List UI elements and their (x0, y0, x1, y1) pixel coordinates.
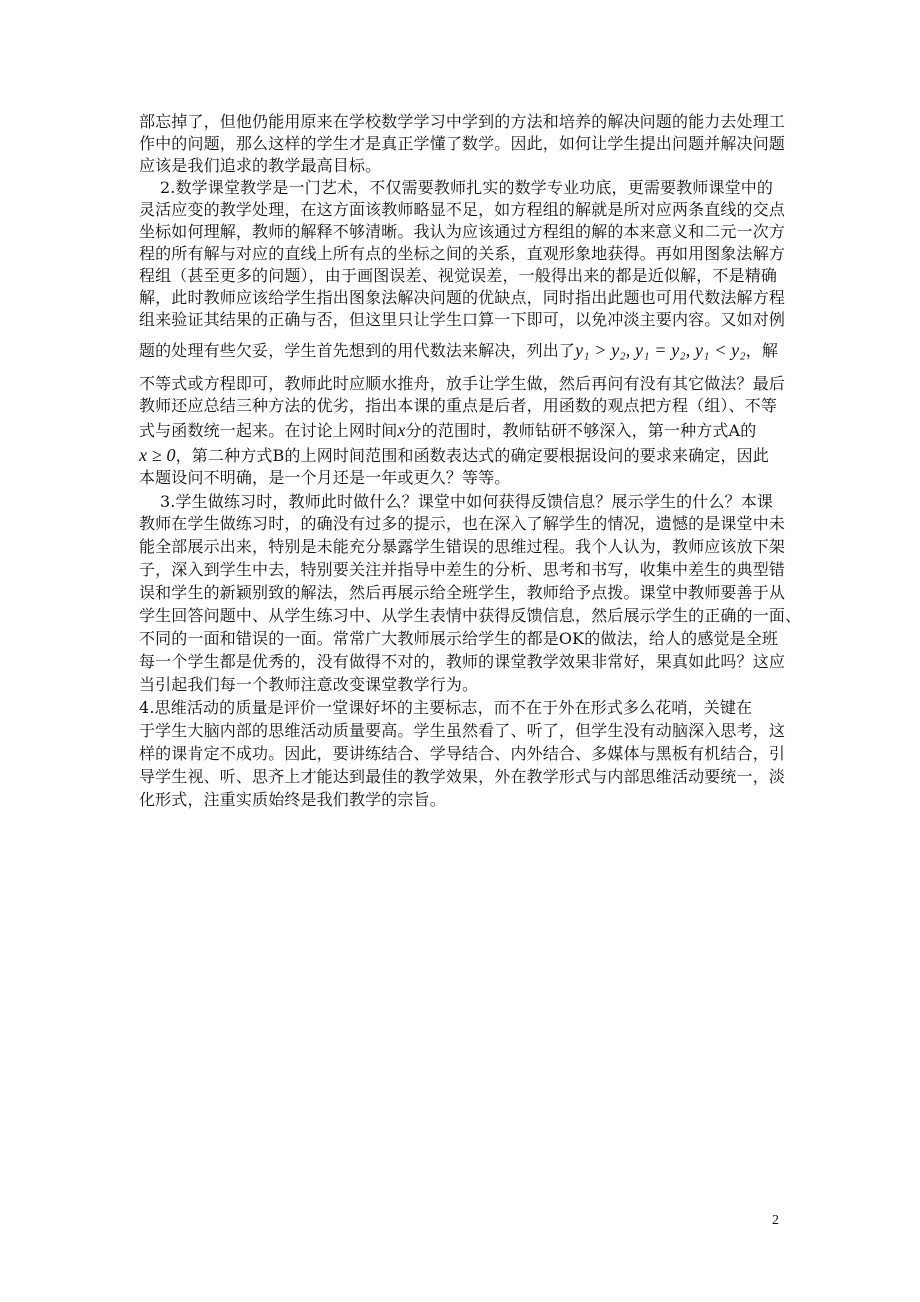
inequality-formula: y₁ > y₂, y₁ = y₂, y₁ < y₂ (575, 340, 746, 360)
text-line: 坐标如何理解，教师的解释不够清晰。我认为应该通过方程组的解的本来意义和二元一次方 (139, 222, 786, 241)
text-line: 化形式，注重实质始终是我们教学的宗旨。 (139, 790, 446, 809)
text-line: 子，深入到学生中去，特别要关注并指导中差生的分析、思考和书写，收集中差生的典型错 (139, 560, 786, 579)
text-line: 学生回答问题中、从学生练习中、从学生表情中获得反馈信息，然后展示学生的正确的一面、 (139, 606, 802, 625)
x-nonnegative-formula: x ≥ 0 (139, 445, 176, 465)
text-line: 部忘掉了，但他仍能用原来在学校数学学习中学到的方法和培养的解决问题的能力去处理工 (139, 112, 786, 131)
text-line: 误和学生的新颖别致的解法，然后再展示给全班学生，教师给予点拨。课堂中教师要善于从 (139, 583, 786, 602)
text-line: 导学生视、听、思齐上才能达到最佳的教学效果，外在教学形式与内部思维活动要统一，淡 (139, 767, 786, 786)
text-segment: ，第二种方式B的上网时间范围和函数表达式的确定要根据设问的要求来确定，因此 (175, 446, 769, 465)
text-line: 样的课肯定不成功。因此，要讲练结合、学导结合、内外结合、多媒体与黑板有机结合，引 (139, 744, 786, 763)
text-line: 4.思维活动的质量是评价一堂课好坏的主要标志，而不在于外在形式多么花哨，关键在 (139, 698, 753, 717)
text-line: 灵活应变的教学处理，在这方面该教师略显不足，如方程组的解就是所对应两条直线的交点 (139, 200, 786, 219)
text-line: 程的所有解与对应的直线上所有点的坐标之间的关系，直观形象地获得。再如用图象法解方 (139, 244, 786, 263)
text-line: 教师还应总结三种方法的优劣，指出本课的重点是后者，用函数的观点把方程（组）、不等 (139, 396, 778, 415)
text-line: 于学生大脑内部的思维活动质量要高。学生虽然看了、听了，但学生没有动脑深入思考，这 (139, 721, 786, 740)
variable-x: x (397, 420, 406, 440)
text-line-with-formula (139, 444, 779, 467)
text-line: 组来验证其结果的正确与否，但这里只让学生口算一下即可，以免冲淡主要内容。又如对例 (139, 310, 786, 329)
page-number: 2 (772, 1213, 779, 1228)
text-line: 教师在学生做练习时，的确没有过多的提示，也在深入了解学生的情况，遗憾的是课堂中未 (139, 514, 786, 533)
text-line: 作中的问题，那么这样的学生才是真正学懂了数学。因此，如何让学生提出问题并解决问题 (139, 134, 786, 153)
text-segment: ，解 (745, 341, 779, 360)
text-line: 能全部展示出来，特别是未能充分暴露学生错误的思维过程。我个人认为，教师应该放下架 (139, 537, 786, 556)
text-line: 不同的一面和错误的一面。常常广大教师展示给学生的都是OK的做法，给人的感觉是全班 (139, 629, 779, 648)
text-line: 3.学生做练习时，教师此时做什么？课堂中如何获得反馈信息？展示学生的什么？本课 (139, 492, 774, 511)
text-line: 解，此时教师应该给学生指出图象法解决问题的优缺点，同时指出此题也可用代数法解方程 (139, 288, 786, 307)
text-segment: 分的范围时，教师钻研不够深入，第一种方式A的 (405, 421, 757, 440)
text-line: 当引起我们每一个教师注意改变课堂教学行为。 (139, 675, 479, 694)
text-line: 本题设问不明确，是一个月还是一年或更久？等等。 (139, 468, 511, 487)
text-segment: 题的处理有些欠妥，学生首先想到的用代数法来解决，列出了 (139, 341, 576, 360)
text-line-with-formula (139, 419, 779, 442)
text-line: 应该是我们追求的教学最高目标。 (139, 156, 382, 175)
text-line: 程组（甚至更多的问题），由于画图误差、视觉误差，一般得出来的都是近似解，不是精确 (139, 266, 778, 285)
text-line-with-formula (139, 339, 779, 362)
text-line: 2.数学课堂教学是一门艺术，不仅需要教师扎实的数学专业功底，更需要教师课堂中的 (139, 178, 774, 197)
text-segment: 式与函数统一起来。在讨论上网时间 (139, 421, 398, 440)
text-line: 不等式或方程即可，教师此时应顺水推舟，放手让学生做，然后再问有没有其它做法？最后 (139, 374, 786, 393)
text-line: 每一个学生都是优秀的，没有做得不对的，教师的课堂教学效果非常好，果真如此吗？这应 (139, 652, 786, 671)
